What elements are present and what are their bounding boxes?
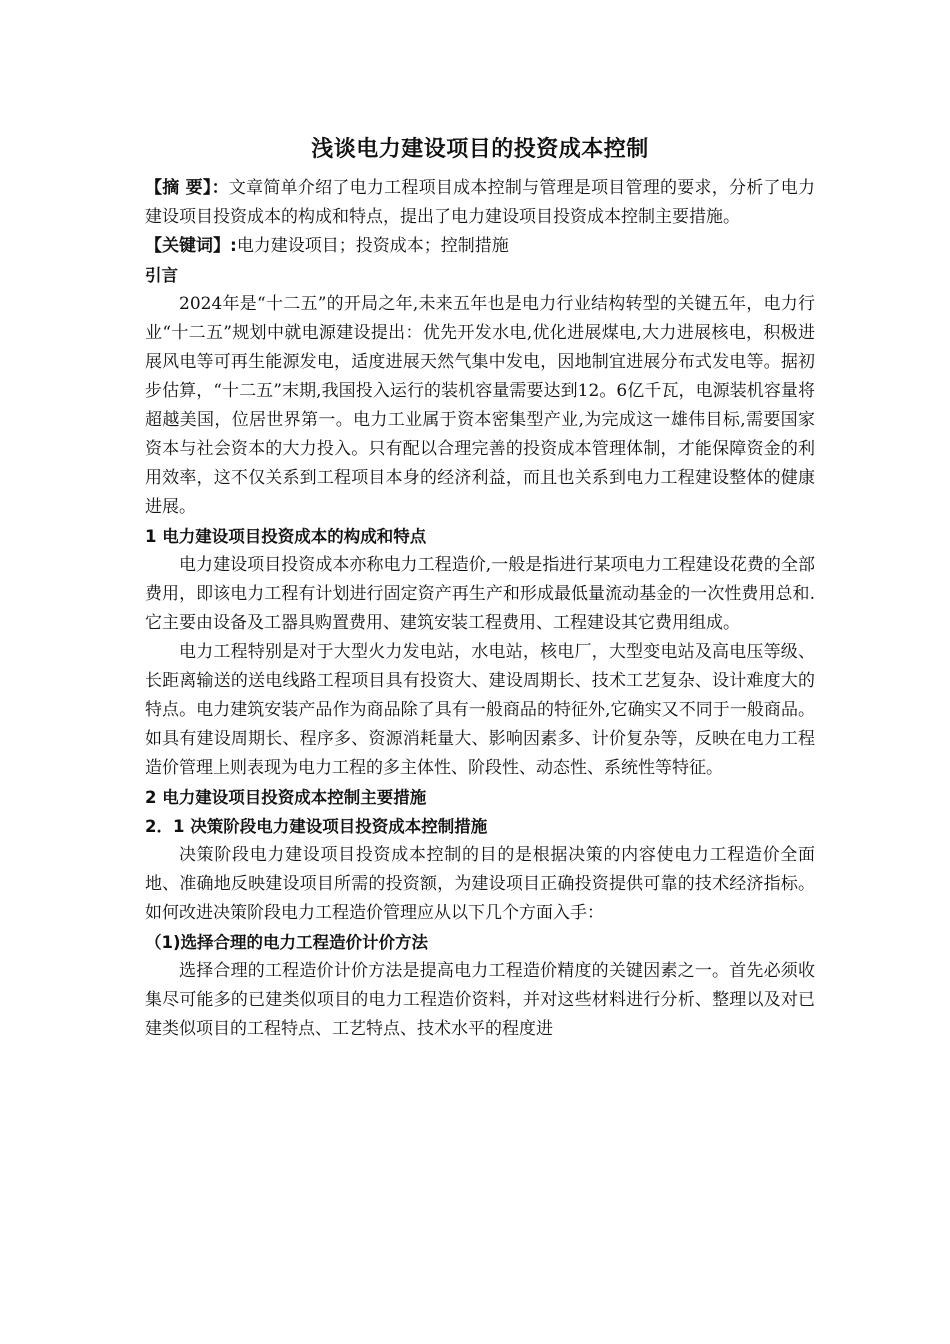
abstract bbox=[145, 174, 815, 232]
document-body bbox=[145, 130, 815, 1044]
keywords bbox=[145, 232, 815, 261]
item-1-heading: （1)选择合理的电力工程造价计价方法 bbox=[145, 933, 429, 952]
item-1-paragraph: 选择合理的工程造价计价方法是提高电力工程造价精度的关键因素之一。首先必须收集尽可能多的已建类似项目的电力工程造价资料，并对这些材料进行分析、整理以及对已建类似项目的工程特点、工艺特点、技术水平的程度进 bbox=[145, 961, 815, 1039]
section-2-1-heading: 2．1 决策阶段电力建设项目投资成本控制措施 bbox=[145, 817, 488, 836]
keywords-label: 【关键词】: bbox=[145, 236, 237, 256]
document-title: 浅谈电力建设项目的投资成本控制 bbox=[311, 137, 649, 162]
abstract-label: 【摘 要】： bbox=[145, 178, 229, 198]
intro-heading: 引言 bbox=[145, 266, 178, 285]
section-1-paragraph-2: 电力工程特别是对于大型火力发电站，水电站，核电厂，大型变电站及高电压等级、长距离输送的送电线路工程项目具有投资大、建设周期长、技术工艺复杂、设计难度大的特点。电力建筑安装产品作为商品除了具有一般商品的特征外,它确实又不同于一般商品。如具有建设周期长、程序多、资源消耗量大、影响因素多、计价复杂等，反映在电力工程造价管理上则表现为电力工程的多主体性、阶段性、动态性、系统性等特征。 bbox=[145, 642, 815, 778]
section-1-paragraph-1: 电力建设项目投资成本亦称电力工程造价,一般是指进行某项电力工程建设花费的全部费用，即该电力工程有计划进行固定资产再生产和形成最低量流动基金的一次性费用总和.它主要由设备及工器具购置费用、建筑安装工程费用、工程建设其它费用组成。 bbox=[145, 555, 815, 633]
section-2-1-paragraph: 决策阶段电力建设项目投资成本控制的目的是根据决策的内容使电力工程造价全面地、准确地反映建设项目所需的投资额，为建设项目正确投资提供可靠的技术经济指标。如何改进决策阶段电力工程造价管理应从以下几个方面入手： bbox=[145, 845, 815, 923]
section-1-heading: 1 电力建设项目投资成本的构成和特点 bbox=[145, 527, 427, 546]
keywords-text: 电力建设项目；投资成本；控制措施 bbox=[236, 236, 509, 256]
abstract-text: 文章简单介绍了电力工程项目成本控制与管理是项目管理的要求，分析了电力建设项目投资成本的构成和特点，提出了电力建设项目投资成本控制主要措施。 bbox=[145, 178, 816, 227]
section-2-heading: 2 电力建设项目投资成本控制主要措施 bbox=[145, 788, 427, 807]
intro-paragraph: 2024年是“十二五”的开局之年,未来五年也是电力行业结构转型的关键五年，电力行业“十二五”规划中就电源建设提出：优先开发水电,优化进展煤电,大力进展核电，积极进展风电等可再生能源发电，适度进展天然气集中发电，因地制宜进展分布式发电等。据初步估算，“十二五”末期,我国投入运行的装机容量需要达到12。6亿千瓦，电源装机容量将超越美国，位居世界第一。电力工业属于资本密集型产业,为完成这一雄伟目标,需要国家资本与社会资本的大力投入。只有配以合理完善的投资成本管理体制，才能保障资金的利用效率，这不仅关系到工程项目本身的经济利益，而且也关系到电力工程建设整体的健康进展。 bbox=[145, 294, 815, 517]
